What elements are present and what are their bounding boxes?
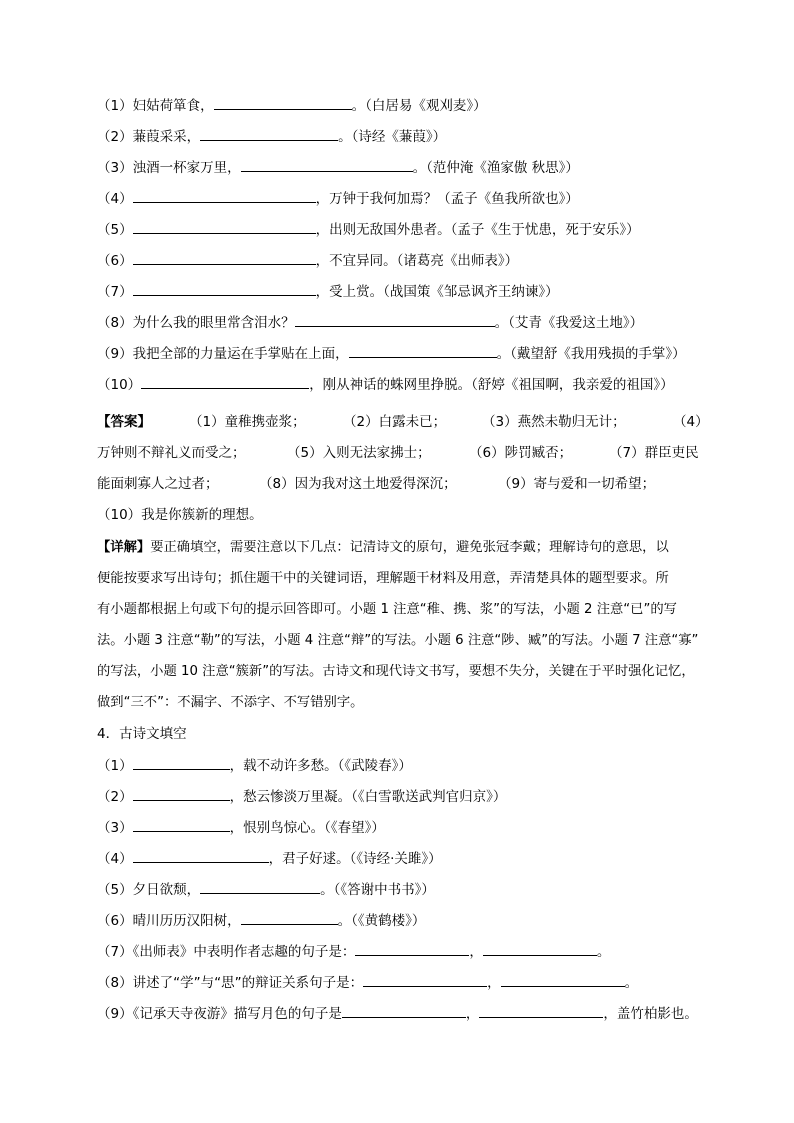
question-text: （8）为什么我的眼里常含泪水？	[97, 315, 295, 331]
answer-blank[interactable]	[133, 754, 230, 770]
question-item: （7）《出师表》中表明作者志趣的句子是： ， 。	[97, 940, 610, 962]
question-item-3	[97, 156, 579, 178]
question-text: （5）	[97, 222, 133, 238]
answer-item: （2）白露未已；	[343, 414, 447, 430]
question-text: （6）	[97, 253, 133, 269]
question-item-6	[97, 249, 518, 271]
answer-row-2	[97, 442, 707, 464]
question-item: （3） ，恨别鸟惊心。（《春望》）	[97, 816, 385, 838]
answer-label: 【答案】	[97, 414, 151, 430]
question-item: （1） ，载不动许多愁。（《武陵春》）	[97, 754, 412, 776]
answer-row-1	[97, 411, 707, 433]
answer-row-4	[97, 504, 263, 526]
answer-item: 万钟则不辩礼义而受之；	[97, 445, 246, 461]
question-text: （7）	[97, 284, 133, 300]
answer-blank[interactable]	[200, 125, 338, 141]
answer-blank[interactable]	[214, 94, 352, 110]
question-source: 。（白居易《观刈麦》）	[351, 98, 487, 114]
question-source: ，出则无敌国外患者。（孟子《生于忧患，死于安乐》）	[315, 222, 640, 238]
answer-item: （6）陟罚臧否；	[469, 445, 573, 461]
answer-item: （3）燕然未勒归无计；	[482, 414, 626, 430]
detail-label: 【详解】	[97, 540, 151, 555]
question-item-8	[97, 311, 643, 333]
answer-blank[interactable]	[501, 971, 625, 987]
question-source: ，万钟于我何加焉？（孟子《鱼我所欲也》）	[315, 191, 579, 207]
answer-blank[interactable]	[133, 187, 316, 203]
answer-blank[interactable]	[355, 940, 469, 956]
question-text: （4）	[97, 191, 133, 207]
answer-item: （9）寄与爱和一切希望；	[498, 476, 656, 492]
question-item-10	[97, 373, 674, 395]
question-item-9	[97, 342, 686, 364]
question-text: （1）妇姑荷箪食，	[97, 98, 214, 114]
answer-blank[interactable]	[141, 373, 309, 389]
detail-line: 【详解】要正确填空，需要注意以下几点：记清诗文的原句，避免张冠李戴；理解诗句的意思，以	[97, 540, 669, 555]
answer-item: （7）群臣吏民	[609, 445, 699, 461]
question-text: （3）浊酒一杯家万里，	[97, 160, 241, 176]
question-text: （9）我把全部的力量运在手掌贴在上面，	[97, 346, 349, 362]
answer-row-3	[97, 473, 707, 495]
section-heading: 4．古诗文填空	[97, 726, 187, 742]
answer-blank[interactable]	[200, 878, 320, 894]
answer-item: （5）入则无法家拂士；	[287, 445, 431, 461]
question-item-7	[97, 280, 559, 302]
answer-blank[interactable]	[479, 1002, 603, 1018]
question-source: ，受上赏。（战国策《邹忌讽齐王纳谏》）	[315, 284, 559, 300]
question-item: （9）《记承天寺夜游》描写月色的句子是 ， ，盖竹柏影也。	[97, 1002, 698, 1024]
question-item-4	[97, 187, 579, 209]
detail-line: 有小题都根据上句或下句的提示回答即可。小题 1 注意“稚、携、浆”的写法，小题 2 注意“已”的写	[97, 602, 677, 617]
question-text: （10）	[97, 377, 142, 393]
answer-item: （10）我是你簇新的理想。	[97, 507, 263, 523]
detail-line: 的写法，小题 10 注意“簇新”的写法。古诗文和现代诗文书写，要想不失分，关键在于平时强化记忆，	[97, 664, 695, 679]
answer-item: 能面刺寡人之过者；	[97, 476, 219, 492]
detail-line: 便能按要求写出诗句；抓住题干中的关键词语，理解题干材料及用意，弄清楚具体的题型要求。所	[97, 571, 669, 586]
question-item: （4） ，君子好逑。（《诗经·关雎》）	[97, 847, 442, 869]
answer-item: （1）童稚携壶浆；	[189, 414, 306, 430]
question-item: （5）夕日欲颓， 。（《答谢中书书》）	[97, 878, 435, 900]
answer-blank[interactable]	[342, 1002, 466, 1018]
question-source: ，不宜异同。（诸葛亮《出师表》）	[315, 253, 519, 269]
answer-blank[interactable]	[349, 342, 497, 358]
question-source: 。（范仲淹《渔家傲 秋思》）	[412, 160, 579, 176]
answer-blank[interactable]	[133, 785, 230, 801]
question-source: 。（艾青《我爱这土地》）	[494, 315, 644, 331]
question-item: （6）晴川历历汉阳树， 。（《黄鹤楼》）	[97, 909, 425, 931]
answer-blank[interactable]	[133, 218, 316, 234]
question-item-5	[97, 218, 640, 240]
answer-item: （4）	[673, 414, 709, 430]
detail-line: 做到“三不”：不漏字、不添字、不写错别字。	[97, 695, 364, 710]
detail-line: 法。小题 3 注意“勒”的写法，小题 4 注意“辩”的写法。小题 6 注意“陟、臧”的写法。小题 7 注意“寡”	[97, 633, 699, 648]
answer-blank[interactable]	[241, 156, 413, 172]
answer-blank[interactable]	[133, 249, 316, 265]
answer-blank[interactable]	[363, 971, 487, 987]
question-source: 。（诗经《蒹葭》）	[338, 129, 447, 145]
question-item: （2） ，愁云惨淡万里凝。（《白雪歌送武判官归京》）	[97, 785, 506, 807]
question-text: （2）蒹葭采采，	[97, 129, 201, 145]
question-item-1	[97, 94, 487, 116]
question-item: （8）讲述了“学”与“思”的辩证关系句子是： ， 。	[97, 971, 638, 993]
answer-blank[interactable]	[241, 909, 338, 925]
question-source: ，刚从神话的蛛网里挣脱。（舒婷《祖国啊，我亲爱的祖国》）	[309, 377, 674, 393]
answer-blank[interactable]	[295, 311, 495, 327]
answer-blank[interactable]	[133, 280, 316, 296]
answer-blank[interactable]	[133, 847, 269, 863]
answer-blank[interactable]	[133, 816, 230, 832]
answer-item: （8）因为我对这土地爱得深沉；	[259, 476, 457, 492]
question-item-2	[97, 125, 446, 147]
answer-blank[interactable]	[483, 940, 597, 956]
question-source: 。（戴望舒《我用残损的手掌》）	[496, 346, 686, 362]
